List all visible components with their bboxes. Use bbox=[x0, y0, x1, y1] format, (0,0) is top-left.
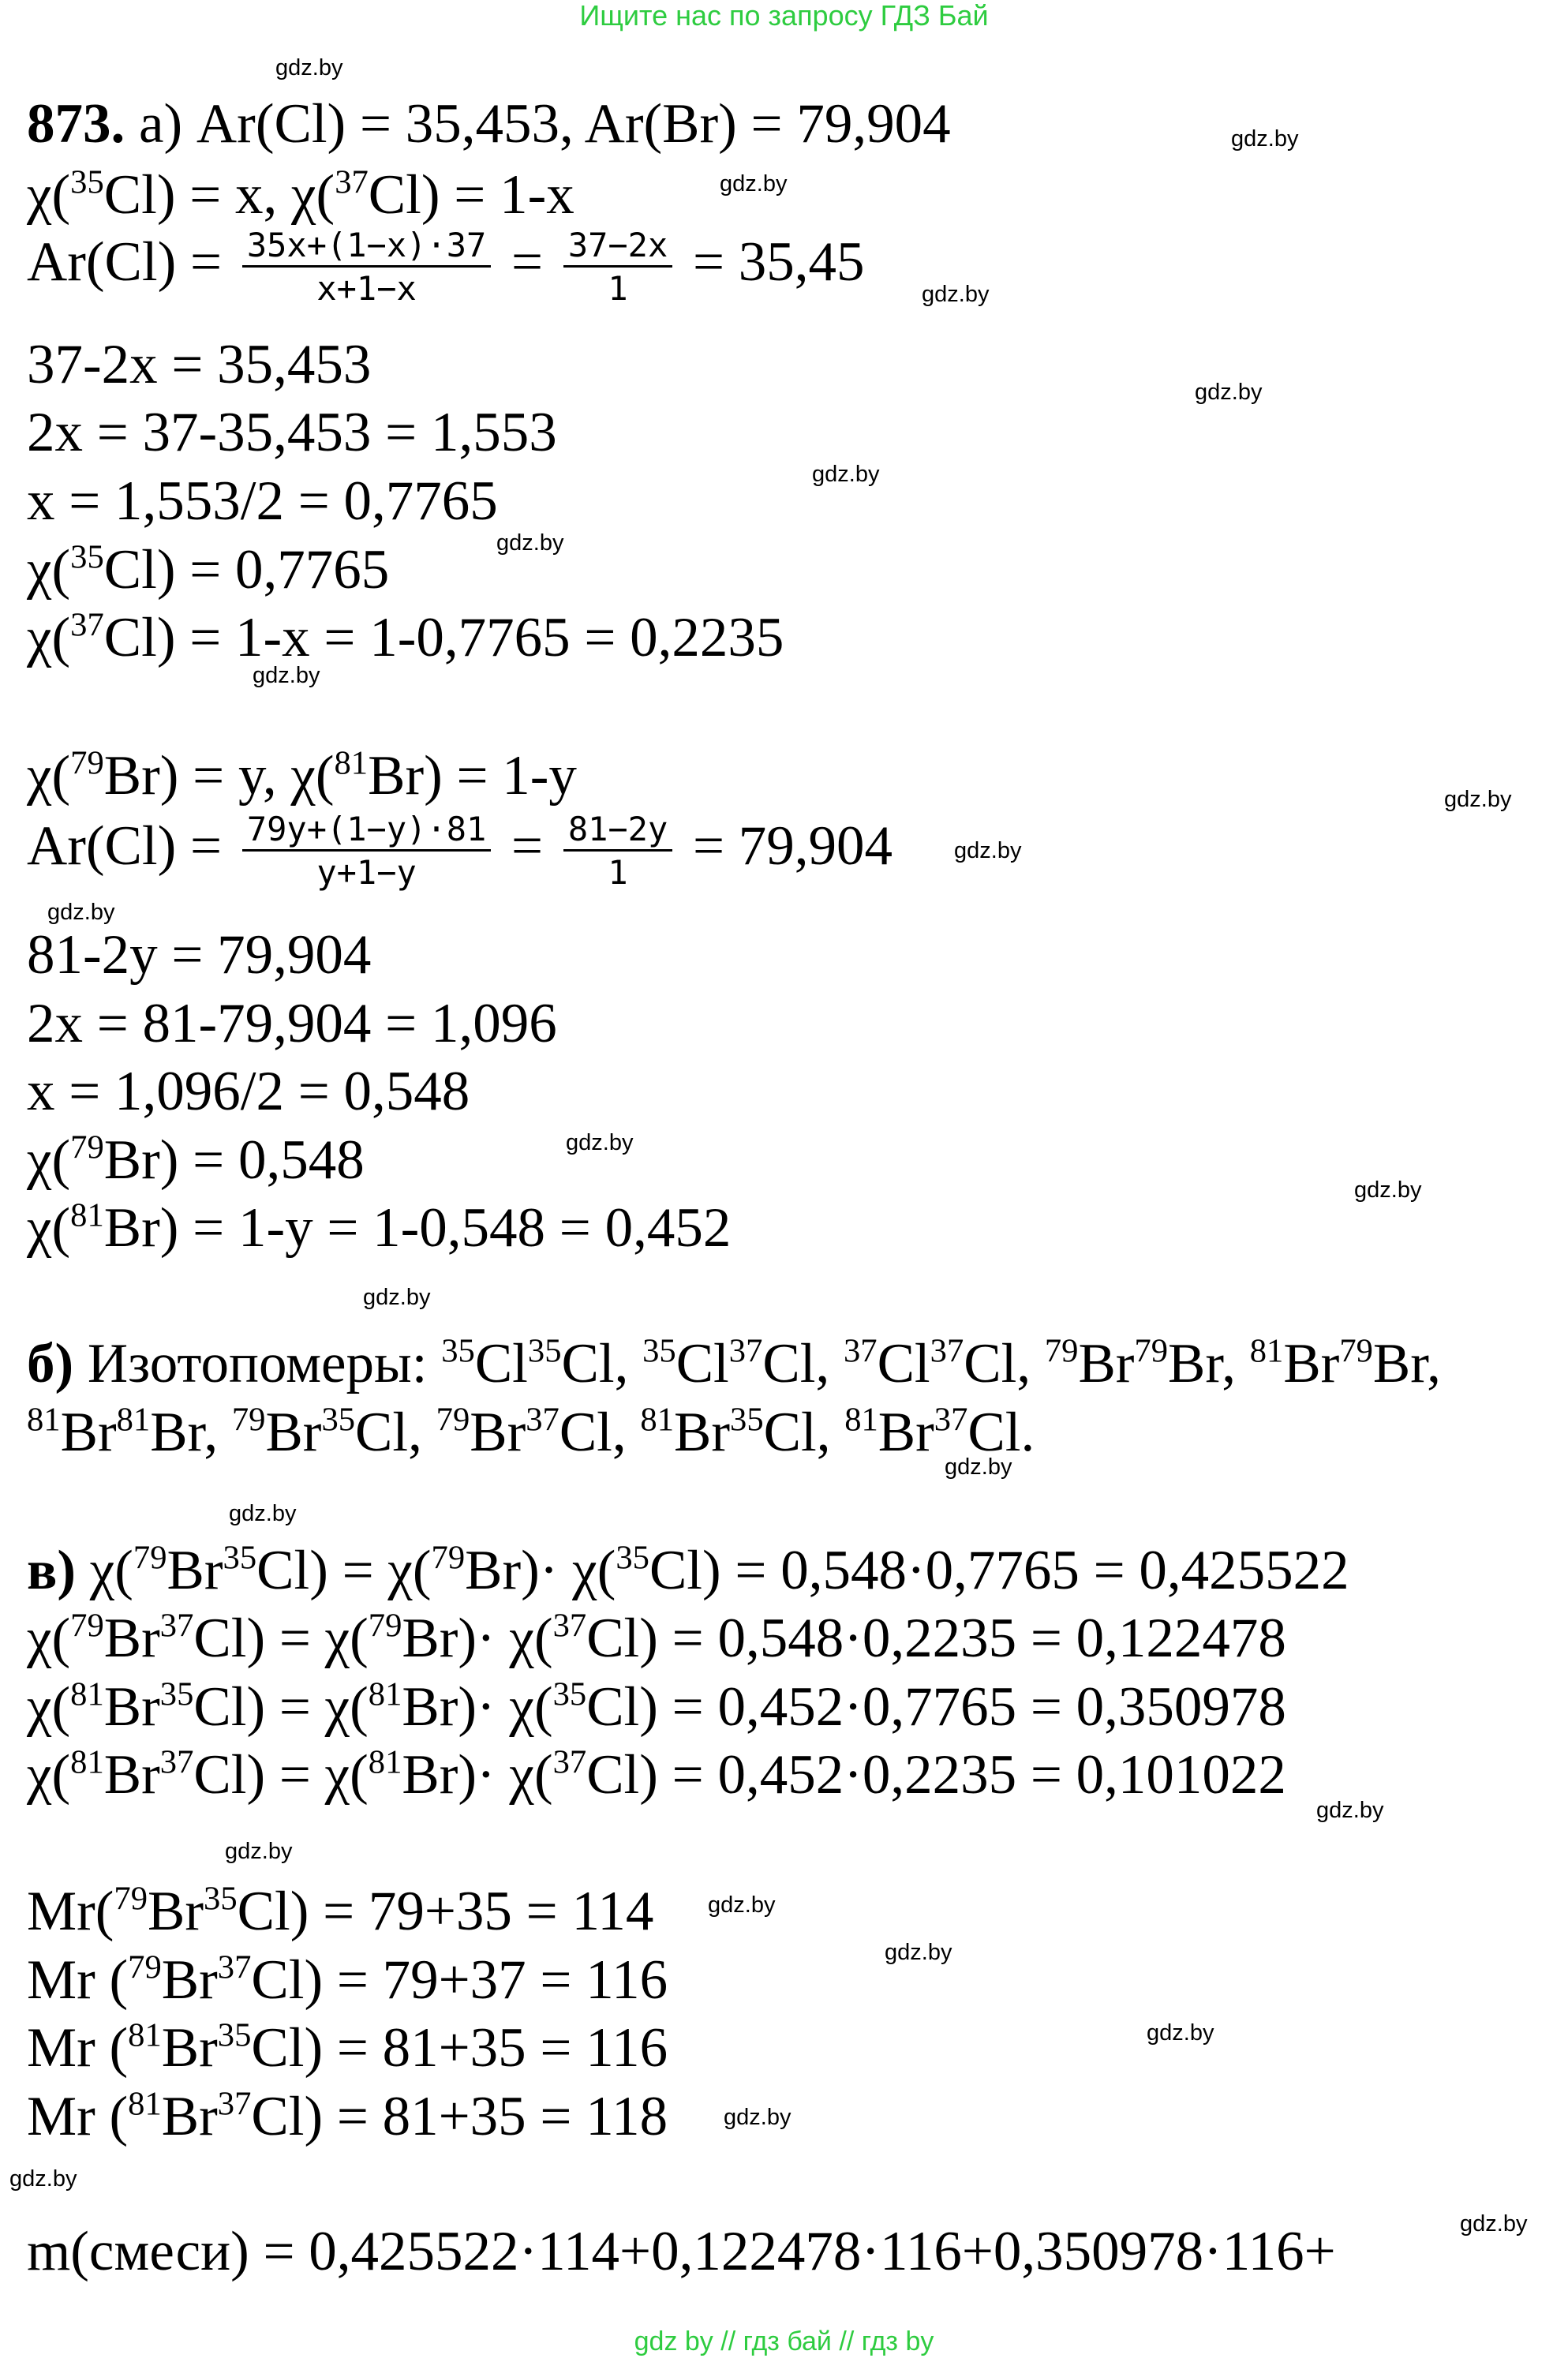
fraction bbox=[242, 226, 491, 308]
line-a5: 2x = 37-35,453 = 1,553 bbox=[27, 402, 557, 463]
line-a6: x = 1,553/2 = 0,7765 bbox=[27, 470, 498, 532]
line-a8: χ($^{37}$Cl) = 1-x = 1-0,7765 = 0,2235 bbox=[27, 606, 784, 668]
watermark: gdz.by bbox=[1354, 1177, 1422, 1203]
line-v3: $\chi(^{81}Br^{35}Cl) = \chi(^{81}Br)\cdot \chi(^{35}Cl) = 0,452\cdot 0,7765 = 0,350978$ bbox=[27, 1675, 1286, 1738]
watermark: gdz.by bbox=[812, 462, 880, 487]
line-b2: $^{81}$Br$^{81}$Br, $^{79}$Br$^{35}$Cl, $^{79}$Br$^{37}$Cl, $^{81}$Br$^{35}$Cl, $^{81}$Br$^{37}$Cl. bbox=[27, 1401, 1035, 1463]
watermark: gdz.by bbox=[566, 1130, 634, 1155]
watermark: gdz.by bbox=[229, 1501, 297, 1526]
watermark: gdz.by bbox=[1195, 380, 1263, 405]
fraction-numerator: 79y+(1−y)·81 bbox=[242, 813, 491, 852]
watermark: gdz.by bbox=[720, 171, 788, 197]
line-b1: б) Изотопомеры: $^{35}$Cl$^{35}$Cl, $^{35}$Cl$^{37}$Cl, $^{37}$Cl$^{37}$Cl, $^{79}$Br$^{79}$Br, $^{81}$Br$^{79}$Br, bbox=[27, 1332, 1441, 1394]
fraction-denominator: 1 bbox=[608, 269, 628, 308]
fraction-numerator: 37−2x bbox=[563, 229, 672, 268]
equals-sign: = bbox=[511, 814, 544, 877]
line-a3 bbox=[27, 226, 865, 308]
line-v2: $\chi(^{79}Br^{37}Cl) = \chi(^{79}Br)\cdot \chi(^{37}Cl) = 0,548\cdot 0,2235 = 0,122478$ bbox=[27, 1607, 1286, 1669]
watermark: gdz.by bbox=[945, 1454, 1012, 1480]
watermark: gdz.by bbox=[1444, 787, 1512, 812]
ar-cl-label: Ar(Cl) = bbox=[27, 230, 223, 293]
watermark: gdz.by bbox=[885, 1940, 952, 1965]
fraction bbox=[563, 226, 672, 308]
watermark: gdz.by bbox=[496, 530, 564, 556]
fraction-numerator: 81−2y bbox=[563, 813, 672, 852]
ar-cl-label: Ar(Cl) = bbox=[27, 814, 223, 877]
line-a11: 81-2y = 79,904 bbox=[27, 924, 372, 986]
fraction bbox=[563, 810, 672, 892]
watermark: gdz.by bbox=[1231, 126, 1299, 152]
watermark: gdz.by bbox=[1316, 1798, 1384, 1823]
watermark: gdz.by bbox=[708, 1892, 776, 1918]
line-a7: χ($^{35}$Cl) = 0,7765 bbox=[27, 538, 390, 601]
watermark: gdz.by bbox=[47, 900, 115, 925]
fraction-denominator: 1 bbox=[608, 853, 628, 892]
watermark: gdz.by bbox=[253, 663, 320, 688]
watermark: gdz.by bbox=[275, 55, 343, 80]
watermark: gdz.by bbox=[1147, 2020, 1214, 2046]
watermark: gdz.by bbox=[922, 282, 990, 307]
equals-sign: = bbox=[511, 230, 544, 293]
line-v5: $Mr(^{79}Br^{35}Cl) = 79+35 = 114$ bbox=[27, 1880, 654, 1942]
fraction bbox=[242, 810, 491, 892]
watermark: gdz.by bbox=[954, 838, 1022, 863]
result-value: = 79,904 bbox=[693, 814, 893, 877]
result-value: = 35,45 bbox=[693, 230, 865, 293]
header-banner[interactable]: Ищите нас по запросу ГДЗ Бай bbox=[579, 0, 989, 32]
line-v4: $\chi(^{81}Br^{37}Cl) = \chi(^{81}Br)\cdot \chi(^{37}Cl) = 0,452\cdot 0,2235 = 0,101022$ bbox=[27, 1743, 1286, 1806]
section-label: б) bbox=[27, 1333, 74, 1394]
line-a10 bbox=[27, 810, 893, 892]
section-label: в) bbox=[27, 1540, 76, 1601]
line-a13: x = 1,096/2 = 0,548 bbox=[27, 1061, 470, 1122]
line-v7: Mr $(^{81}Br^{35}Cl) = 81+35 = 116$ bbox=[27, 2016, 668, 2079]
footer-links[interactable]: gdz by // гдз бай // гдз by bbox=[634, 2326, 934, 2356]
line-v8: Mr $(^{81}Br^{37}Cl) = 81+35 = 118$ bbox=[27, 2085, 668, 2147]
line-a9: χ($^{79}$Br) = y, χ($^{81}$Br) = 1-y bbox=[27, 744, 577, 807]
watermark: gdz.by bbox=[225, 1839, 293, 1864]
line-a4: 37-2x = 35,453 bbox=[27, 334, 372, 395]
fraction-denominator: y+1−y bbox=[316, 853, 417, 892]
line-v1: в) $\chi(^{79}Br^{35}Cl) = \chi(^{79}Br)\cdot \chi(^{35}Cl) = 0,548\cdot 0,7765 = 0,425522$ bbox=[27, 1539, 1349, 1601]
line-a2: χ($^{35}$Cl) = x, χ($^{37}$Cl) = 1-x bbox=[27, 163, 574, 226]
line-a12: 2x = 81-79,904 = 1,096 bbox=[27, 993, 557, 1054]
line-a14: χ($^{79}$Br) = 0,548 bbox=[27, 1129, 365, 1191]
fraction-denominator: x+1−x bbox=[316, 269, 417, 308]
watermark: gdz.by bbox=[363, 1285, 431, 1310]
line-a15: χ($^{81}$Br) = 1-y = 1-0,548 = 0,452 bbox=[27, 1196, 732, 1259]
watermark: gdz.by bbox=[9, 2166, 77, 2192]
watermark: gdz.by bbox=[1460, 2211, 1528, 2237]
fraction-numerator: 35x+(1−x)·37 bbox=[242, 229, 491, 268]
line-v9: m(смеси) = 0,425522·114+0,122478·116+0,350978·116+ bbox=[27, 2221, 1336, 2282]
line-v6: Mr $(^{79}Br^{37}Cl) = 79+37 = 116$ bbox=[27, 1948, 668, 2011]
watermark: gdz.by bbox=[724, 2105, 791, 2130]
